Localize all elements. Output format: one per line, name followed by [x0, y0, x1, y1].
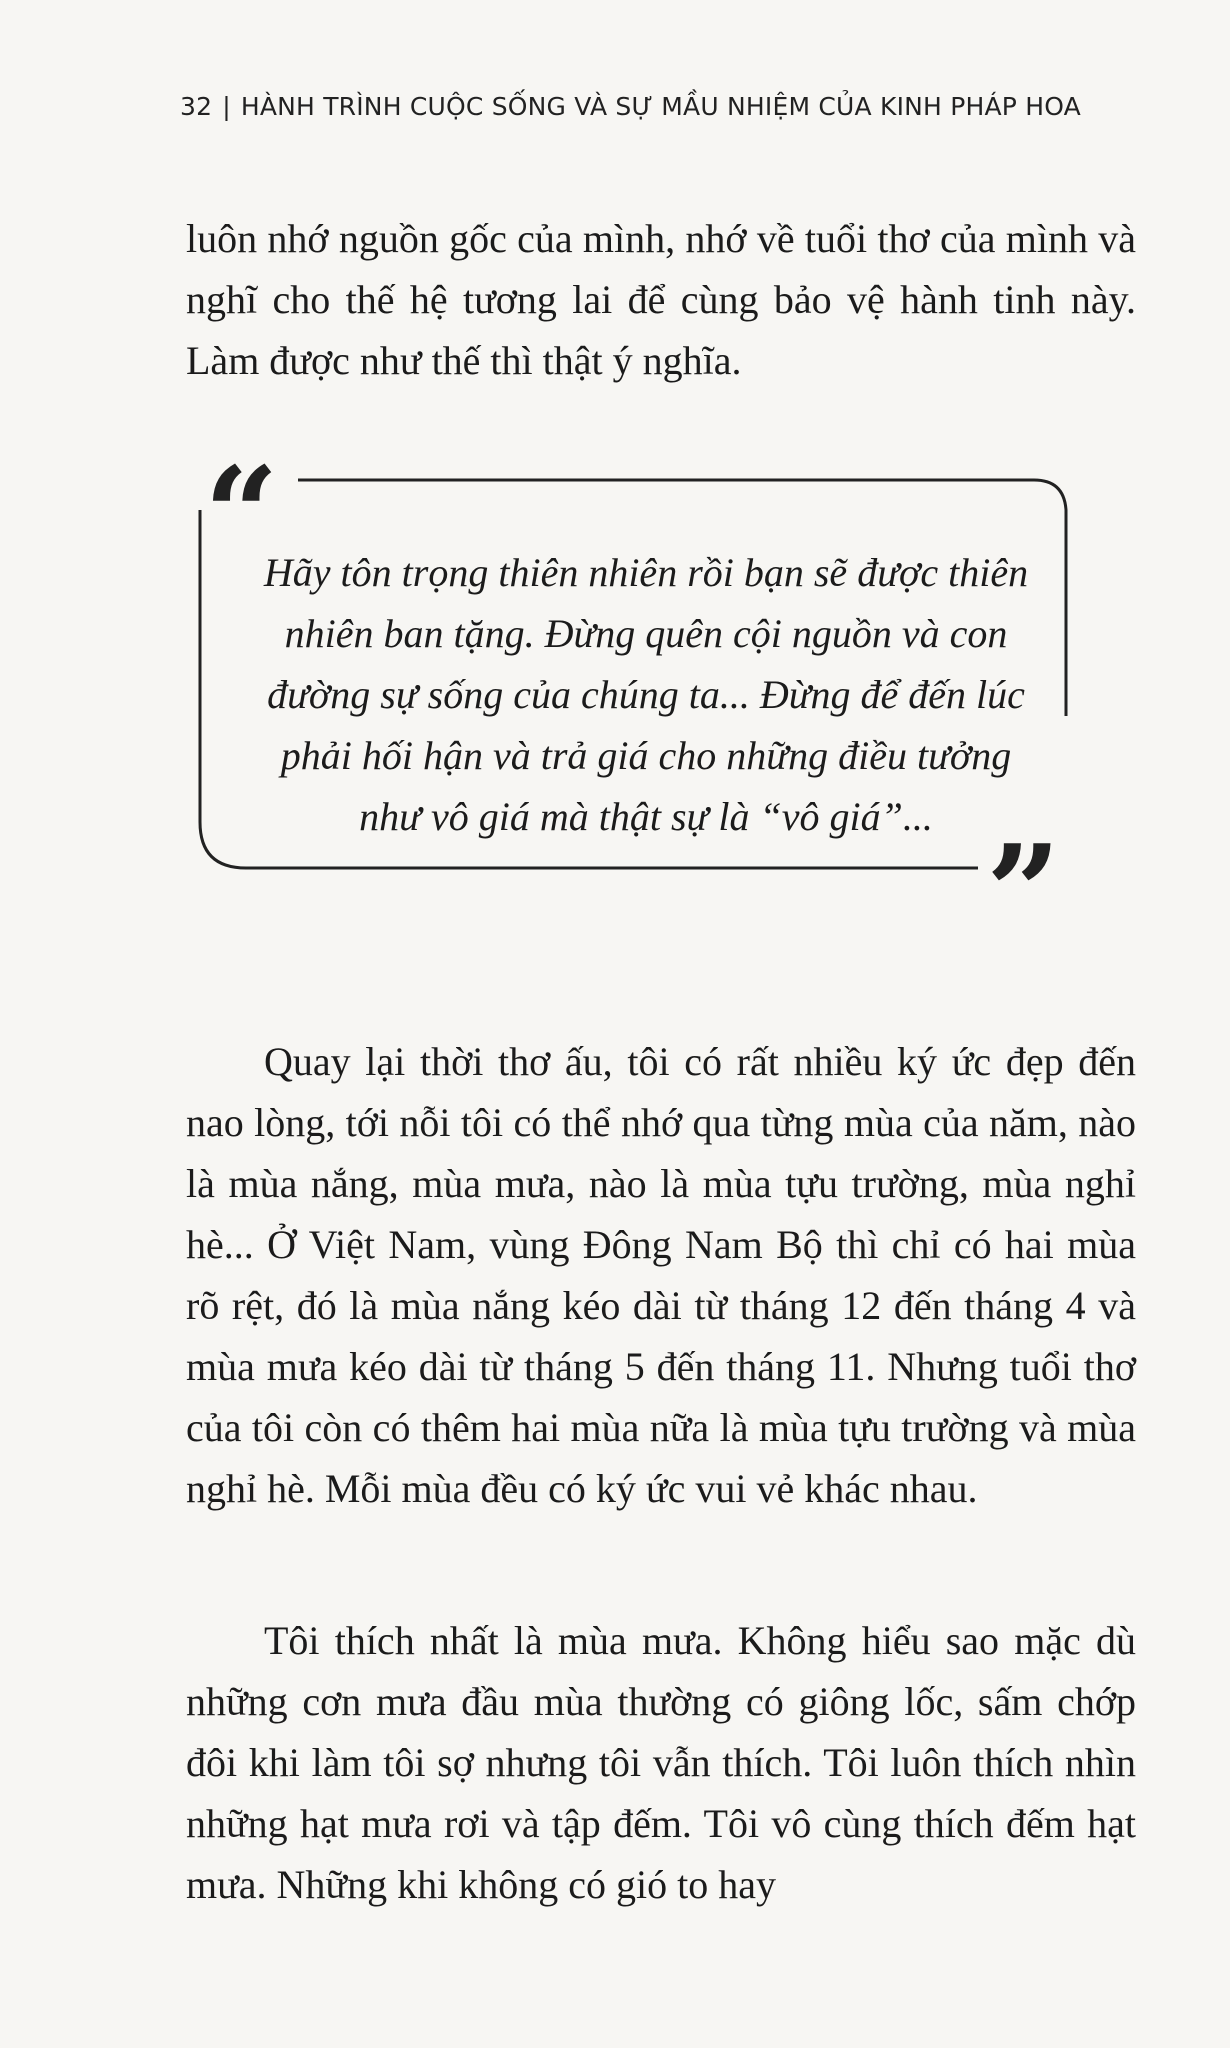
- book-title: HÀNH TRÌNH CUỘC SỐNG VÀ SỰ MẦU NHIỆM CỦA KINH PHÁP HOA: [240, 92, 1081, 121]
- paragraph-childhood: Quay lại thời thơ ấu, tôi có rất nhiều ký ức đẹp đến nao lòng, tới nỗi tôi có thể nhớ qua từng mùa của năm, nào là mùa nắng, mùa mưa, nào là mùa tựu trường, mùa nghỉ hè... Ở Việt Nam, vùng Đông Nam Bộ thì chỉ có hai mùa rõ rệt, đó là mùa nắng kéo dài từ tháng 12 đến tháng 4 và mùa mưa kéo dài từ tháng 5 đến tháng 11. Nhưng tuổi thơ của tôi còn có thêm hai mùa nữa là mùa tựu trường và mùa nghỉ hè. Mỗi mùa đều có ký ức vui vẻ khác nhau.: [186, 1039, 1136, 1511]
- quote-line: Hãy tôn trọng thiên nhiên rồi bạn sẽ được thiên: [263, 550, 1029, 595]
- quote-line: như vô giá mà thật sự là “vô giá”...: [359, 794, 933, 839]
- pull-quote-box: [186, 438, 1106, 969]
- page-number: 32: [180, 92, 213, 121]
- paragraph-continuation: luôn nhớ nguồn gốc của mình, nhớ về tuổi thơ của mình và nghĩ cho thế hệ tương lai để cùng bảo vệ hành tinh này. Làm được như thế thì thật ý nghĩa.: [186, 216, 1136, 383]
- quote-line: nhiên ban tặng. Đừng quên cội nguồn và con: [284, 611, 1008, 656]
- quote-line: phải hối hận và trả giá cho những điều tưởng: [280, 733, 1012, 778]
- header-separator: |: [222, 92, 231, 121]
- open-quote-mark-icon: “: [204, 438, 279, 591]
- paragraph-rainy-season: Tôi thích nhất là mùa mưa. Không hiểu sao mặc dù những cơn mưa đầu mùa thường có giông lốc, sấm chớp đôi khi làm tôi sợ nhưng tôi vẫn thích. Tôi luôn thích nhìn những hạt mưa rơi và tập đếm. Tôi vô cùng thích đếm hạt mưa. Những khi không có gió to hay: [186, 1618, 1136, 1907]
- running-header: [180, 92, 1080, 121]
- quote-text: [226, 542, 1066, 847]
- quote-line: đường sự sống của chúng ta... Đừng để đến lúc: [267, 672, 1025, 717]
- close-quote-mark-icon: ”: [986, 816, 1061, 969]
